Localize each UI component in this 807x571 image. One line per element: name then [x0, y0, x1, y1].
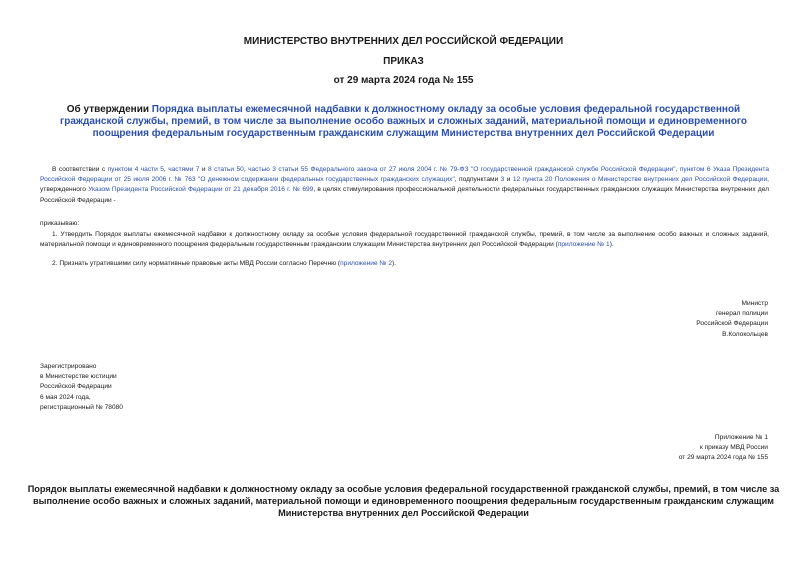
signature-line: генерал полиции [715, 310, 768, 318]
order-word: приказываю: [40, 220, 80, 227]
law-link-article50[interactable]: 8 статьи 50 [208, 166, 244, 173]
order-title-link[interactable]: Порядка выплаты ежемесячной надбавки к должностному окладу за особые условия федеральной государственной гражданской службы, премий, в том числе за выполнение особо важных и сложных заданий, материальной помощи и единовременного поощрения федеральным государственным гражданским служащим Министерства внутренних дел Российской Федерации [60, 104, 747, 139]
signature-line: Министр [741, 300, 768, 307]
appendix-1-link[interactable]: приложение № 1 [557, 241, 610, 249]
registration-line: в Министерстве юстиции [40, 373, 117, 381]
decree-link-699[interactable]: Указом Президента Российской Федерации от 21 декабря 2016 г. № 699 [88, 186, 314, 194]
decree-link-763[interactable]: пунктом 6 Указа Президента Российской Федерации от 25 июля 2006 г. № 763 "О денежном содержании федеральных государственных гражданских служащих" [40, 166, 769, 184]
registration-line: Зарегистрировано [40, 363, 97, 370]
law-link-point4[interactable]: пунктом 4 части 5 [107, 166, 164, 173]
text-span: ). [392, 260, 397, 267]
text-span: В соответствии с [52, 166, 108, 173]
registration-line: регистрационный № 78080 [40, 403, 123, 411]
appendix-2-link[interactable]: приложение № 2 [340, 260, 393, 267]
regulation-link-point20[interactable]: 12 пункта 20 Положения о Министерстве внутренних дел Российской Федерации [512, 176, 768, 184]
law-link-79fz[interactable]: частью 3 статьи 55 Федерального закона от 27 июля 2004 г. № 79-ФЗ "О государственной гражданской службе Российской Федерации" [248, 166, 676, 173]
procedure-title-line: Министерства внутренних дел Российской Федерации [278, 508, 529, 518]
subpoint-link-3[interactable]: 3 [500, 176, 505, 184]
order-title [50, 104, 757, 140]
appendix-header [679, 433, 768, 464]
ministry-heading: МИНИСТЕРСТВО ВНУТРЕННИХ ДЕЛ РОССИЙСКОЙ ФЕДЕРАЦИИ [243, 36, 564, 47]
text-span: и [199, 166, 209, 173]
text-span: , [163, 166, 169, 173]
signature-block [696, 299, 768, 340]
text-span: , [243, 166, 249, 173]
procedure-title [20, 483, 787, 519]
registration-block [40, 362, 123, 413]
signature-line: В.Колокольцев [722, 330, 768, 338]
registration-line: Российской Федерации [40, 383, 112, 391]
registration-line: 6 мая 2024 года, [40, 393, 91, 401]
text-span: , подпунктами [454, 176, 501, 184]
text-span: , [675, 166, 680, 173]
appendix-line: к приказу МВД России [699, 444, 768, 452]
procedure-title-line: выполнение особо важных и сложных заданий, материальной помощи и единовременного поощрения федеральным государственным гражданским служащим [33, 496, 774, 506]
preamble-paragraph [40, 165, 769, 206]
text-span: ). [609, 241, 614, 249]
item-2-paragraph [40, 259, 769, 269]
item-1-paragraph [40, 230, 769, 250]
text-span: 2. Признать утратившими силу нормативные правовые акты МВД России согласно Перечню ( [52, 260, 341, 267]
text-span: , утвержденного [40, 176, 769, 194]
order-title-prefix: Об утверждении [66, 104, 152, 115]
text-span: , в целях стимулирования профессиональной деятельности федеральных государственных гражданских служащих Министерства внутренних дел Российской Федерации - [40, 186, 769, 204]
procedure-title-line: Порядок выплаты ежемесячной надбавки к должностному окладу за особые условия федеральной государственной гражданской службы, премий, в том числе за [27, 484, 780, 494]
doc-type-heading: ПРИКАЗ [383, 56, 424, 67]
appendix-line: от 29 марта 2024 года № 155 [678, 454, 768, 462]
text-span: и [504, 176, 513, 184]
signature-line: Российской Федерации [696, 320, 768, 328]
appendix-line: Приложение № 1 [714, 434, 768, 441]
law-link-parts7[interactable]: частями 7 [168, 166, 200, 173]
text-span: 1. Утвердить Порядок выплаты ежемесячной надбавки к должностному окладу за особые условия федеральной государственной гражданской службы, премий, в том числе за выполнение особо важных и сложных заданий, материальной помощи и единовременного поощрения федеральным государственным гражданским служащим Министерства внутренних дел Российской Федерации ( [40, 231, 769, 249]
doc-date-number: от 29 марта 2024 года № 155 [333, 75, 474, 86]
